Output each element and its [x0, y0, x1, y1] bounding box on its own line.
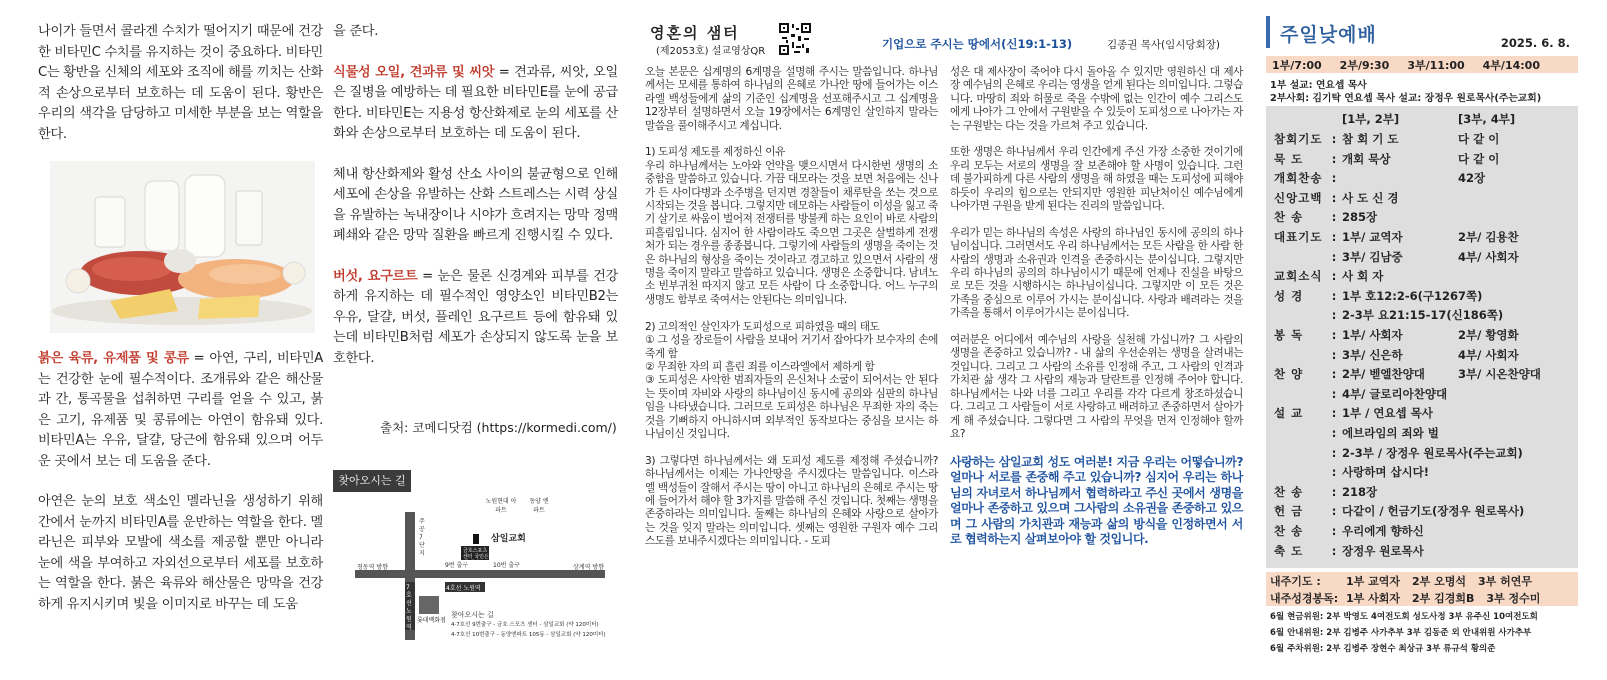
- order-label: 성 경: [1274, 288, 1304, 303]
- order-row: [1266, 189, 1578, 207]
- order-colon: :: [1331, 406, 1337, 421]
- paragraph-body: = 눈은 물론 신경계와 피부를 건강하게 유지하는 데 필수적인 영양소인 비타민B2는 우유, 달걀, 버섯, 플레인 요구르트 등에 함유돼 있는데 비타민B처럼 세포가 손상되지 않도록 눈을 보호한다.: [333, 268, 619, 366]
- service-time: 4부/14:00: [1482, 58, 1540, 72]
- map-church-label: 삼일교회: [491, 534, 526, 544]
- next-prayer-label: 내주기도 :: [1270, 574, 1321, 588]
- order-colon: :: [1331, 386, 1337, 401]
- order-row: [1266, 542, 1578, 560]
- order-value: 사랑하며 삽시다!: [1342, 465, 1430, 480]
- map-label: 금호스포츠센터 국민은행 빌딩: [463, 548, 489, 566]
- order-value: 다 같 이: [1458, 151, 1500, 166]
- order-label: 교회소식: [1274, 269, 1323, 284]
- map-label: 동양 엔파트: [529, 498, 549, 514]
- order-value: 참 회 기 도: [1342, 132, 1399, 146]
- map-label: 롯데백화점: [417, 617, 446, 624]
- order-value: 3부/ 시온찬양대: [1458, 367, 1541, 382]
- order-colon: :: [1331, 484, 1337, 499]
- order-value: 1부/ 사회자: [1342, 328, 1403, 342]
- order-colon: :: [1331, 151, 1337, 166]
- order-colon: :: [1331, 367, 1337, 382]
- order-row: [1266, 150, 1578, 168]
- order-colon: :: [1331, 230, 1337, 244]
- order-colon: :: [1331, 504, 1337, 519]
- next-reading-row: [1270, 589, 1552, 606]
- order-value: 장정우 원로목사: [1342, 543, 1424, 558]
- food-photo: [50, 161, 315, 333]
- order-value: 218장: [1342, 484, 1378, 499]
- order-value: 3부/ 신은하: [1342, 347, 1403, 362]
- highlight-heading: 버섯, 요구르트: [333, 268, 418, 284]
- order-value: 우리에게 향하신: [1342, 524, 1424, 538]
- order-colon: :: [1331, 347, 1337, 362]
- article-column-1: [38, 22, 323, 635]
- order-row: [1266, 326, 1578, 344]
- order-value: 1부 / 연요셉 목사: [1342, 406, 1433, 421]
- sermon-paragraph: 또한 생명은 하나님께서 우리 인간에게 주신 가장 소중한 것이기에 우리 모두는 서로의 생명을 잘 보존해야 할 사명이 있습니다. 그런데 불가피하게 다른 사람의 생명을 해 하였을 때는 도피성에 피해야 하듯이 우리의 힘으로는 안되지만 영원한 피난처이신 예수님에게 나아가면 구원을 받게 된다는 진리의 말씀입니다.: [950, 146, 1243, 213]
- sermon-paragraph: 3) 그렇다면 하나님께서는 왜 도피성 제도를 제정해 주셨습니까? 하나님께서는 이제는 가나안땅을 주시겠다는 말씀입니다. 이스라엘 백성들이 잘해서 주시는 땅이 아니고 하나님의 은혜로 주시는 땅에 들어가서 해야 할 3가지를 말씀해 주신 것입니다. 첫째는 생명을 존중하라는 의미입니다. 둘째는 하나님의 은혜와 사랑으로 살아가는 것을 잊지 말라는 의미입니다. 셋째는 영원한 구원자 예수 그리스도를 보내주시겠다는 의미입니다. - 도피: [645, 454, 938, 548]
- order-value: 개회 묵상: [1342, 151, 1391, 166]
- map-title: 찾아오시는 길: [333, 470, 411, 492]
- sermon-section-title: 영혼의 샘터: [650, 24, 740, 42]
- order-row: [1266, 444, 1578, 462]
- service-note: 2부사회: 김기탁 연요셉 목사 설교: 장정우 원로목사(주는교회): [1270, 93, 1542, 104]
- order-value: 다 같 이: [1458, 132, 1500, 146]
- order-value: 사 회 자: [1342, 269, 1384, 284]
- order-label: 찬 송: [1274, 210, 1304, 225]
- order-value: 2부/ 황영화: [1458, 328, 1519, 342]
- next-reading-item: 1부 사회자: [1346, 591, 1400, 605]
- order-row: [1266, 306, 1578, 324]
- order-label: 참회기도: [1274, 132, 1323, 146]
- order-row: [1266, 228, 1578, 246]
- order-colon: :: [1331, 445, 1337, 460]
- order-label: 설 교: [1274, 406, 1304, 421]
- order-value: 2부/ 김용찬: [1458, 230, 1519, 244]
- sermon-title: 기업으로 주시는 땅에서(신19:1-13): [882, 37, 1073, 51]
- order-value: 1부 호12:2-6(구1267쪽): [1342, 288, 1483, 303]
- worship-date: 2025. 6. 8.: [1500, 36, 1570, 50]
- article-paragraph: 아연은 눈의 보호 색소인 멜라닌을 생성하기 위해 간에서 눈까지 비타민A를 운반하는 역할을 한다. 멜라닌은 피부와 모발에 색소를 제공할 뿐만 아니라 눈에 색을 부여하고 자외선으로부터 세포를 보호하는 역할을 한다. 붉은 육류와 해산물은 망막을 건강하게 유지시키며 빛을 이미지로 바꾸는 데 도움: [38, 494, 323, 612]
- order-row: [1266, 424, 1578, 442]
- article-column-2: [333, 22, 618, 389]
- map-label: 상계역 방향: [573, 564, 604, 571]
- order-value: 다같이 / 헌금기도(장정우 원로목사): [1342, 504, 1525, 519]
- sermon-paragraph: 2) 고의적인 살인자가 도피성으로 피하였을 때의 태도 ① 그 성을 장로들이 사람을 보내어 거기서 잡아다가 보수자의 손에 죽게 함 ② 무죄한 자의 피 흘린 죄를 이스라엘에서 제하게 함 ③ 도피성은 사악한 범죄자들의 은신처나 소굴이 되어서는 안 된다는 뜻이며 자비와 사랑의 하나님이신 동시에 공의와 심판의 하나님임을 나타냈습니다. 그러므로 도피성은 하나님은 무죄한 자의 죽는 것을 기뻐하지 아니하시며 외부적인 동작보다는 중심을 보시는 하나님이신 것입니다.: [645, 320, 938, 440]
- order-value: 4부/ 글로리아찬양대: [1342, 386, 1448, 401]
- order-row: [1266, 404, 1578, 422]
- order-row: [1266, 346, 1578, 364]
- sermon-paragraph: 성은 대 제사장이 죽어야 다시 돌아올 수 있지만 영원하신 대 제사장 예수님의 은혜로 우리는 영생을 얻게 된다는 의미입니다. 그렇습니다. 마땅히 죄와 허물로 죽을 수밖에 없는 인간이 예수 그리스도에게 나아가 그 안에서 구원받을 수 있듯이 도피성으로 나아가는 자는 구원받는 다는 것을 가르쳐 주고 있습니다.: [950, 66, 1243, 132]
- order-label: 축 도: [1274, 543, 1304, 558]
- order-row: [1266, 463, 1578, 481]
- sermon-paragraph: 우리가 믿는 하나님의 속성은 사랑의 하나님인 동시에 공의의 하나님이십니다. 그러면서도 우리 하나님께서는 모든 사람을 한 사람 한 사람의 생명과 소유권과 인격을 존중하시는 분이십니다. 그렇지만 우리 하나님의 공의의 하나님이시기 때문에 언제나 진실을 바탕으로 모든 것을 시행하시는 하나님이십니다. 그렇지만 이 모든 것은 가족을 중심으로 이루어 가시는 분이십니다. 사랑과 배려라는 것을 가족을 통해서 이루어가시는 분이십니다.: [950, 226, 1243, 320]
- order-row: [1266, 502, 1578, 520]
- paragraph-body: = 아연, 구리, 비타민A는 건강한 눈에 필수적이다. 조개류와 같은 해산물과 간, 통곡물을 섭취하면 구리를 얻을 수 있고, 붉은 고기, 유제품 및 콩류에는 아연이 함유돼 있다. 비타민A는 우유, 달걀, 당근에 함유돼 있으며 어두운 곳에서 보는 데 도움을 준다.: [38, 351, 323, 469]
- order-value: 4부/ 사회자: [1458, 249, 1519, 264]
- order-value: 3부/ 김남중: [1342, 249, 1403, 264]
- order-label: 찬 송: [1274, 484, 1304, 499]
- article-paragraph: [333, 267, 618, 370]
- order-value: 1부/ 교역자: [1342, 230, 1403, 244]
- worship-order-panel: [1266, 12, 1578, 672]
- sermon-paragraph: 1) 도피성 제도를 제정하신 이유 우리 하나님께서는 노아와 언약을 맺으시면서 다시한번 생명의 소중함을 말씀하고 있습니다. 가끔 대모라는 것을 보면 처음에는 신나가 든 사이다병과 소주병을 던지면 경찰들이 채루탄을 쏘는 것으로 시작되는 것을 봅니다. 그렇지만 데모하는 사람들이 이성을 잃고 죽기 살기로 싸움이 벌어져 전쟁터를 방불케 하는 요인이 바로 사람의 피흘림입니다. 심지어 한 사람이라도 죽으면 그곳은 살벌하게 전쟁처가 되는 경우를 종종봅니다. 그렇기에 사람들의 생명을 죽이는 것은 하나님의 형상을 죽이는 것이라고 경고하고 있으면서 사람의 생명을 죽이지 말라고 말씀하고 있습니다. 생명은 소중합니다. 남녀노소 빈부귀천 따지지 않고 모든 사람이 다 소중합니다. 어느 누구의 생명도 함부로 죽여서는 안된다는 의미입니다.: [645, 146, 938, 306]
- order-value: 42장: [1458, 171, 1486, 186]
- service-times: [1266, 56, 1578, 73]
- order-value: 285장: [1342, 210, 1378, 225]
- order-value: 사 도 신 경: [1342, 190, 1399, 205]
- sermon-paragraph: 여러분은 어디에서 예수님의 사랑을 실천해 가십니까? 그 사람의 생명을 존중하고 있습니까? - 내 삶의 우선순위는 생명을 살려내는 것입니다. 그리고 그 사람의 소유를 인정해 주고, 그 사람의 인격과 가치관 삶 생각 그 사람의 재능과 달란트를 인정해 주어야 합니다. 하나님께서는 나와 너를 그리고 우리를 각각 다르게 창조하셨습니다. 그리고 그 사람들이 서로 사랑하고 배려하고 존중하면서 살아가게 해 주셨습니다. 그렇다면 그 사람의 무엇을 먼저 인정해야 할까요?: [950, 334, 1243, 440]
- paragraph-body: = 견과류, 씨앗, 오일은 질병을 예방하는 데 필요한 비타민E를 눈에 공급한다. 비타민E는 지용성 항산화제로 눈의 세포를 산화와 손상으로부터 보호하는 데 도움이 된다.: [333, 64, 618, 141]
- map-label: 노원현대 아파트: [485, 498, 517, 514]
- sermon-paragraph: 오늘 본문은 십계명의 6계명을 설명해 주시는 말씀입니다. 하나님께서는 모세를 통하여 하나님의 은혜로 가나안 땅에 들어가는 이스라엘 백성들에게 삶의 기준인 십계명을 선포해주시고 그 십계명을 12장부터 설명하면서 오늘 19장에서는 6계명인 살인하지 말라는 말씀을 풀이해주시고 계십니다.: [645, 66, 938, 132]
- sermon-closing: 사랑하는 삼일교회 성도 여러분! 지금 우리는 어떻습니까? 얼마나 서로를 존중해 주고 있습니까? 심지어 우리는 하나님의 자녀로서 하나님께서 협력하라고 주신 곳에서 생명을 얼마나 존중하고 있으며 그사람의 소유권을 존중하고 있으며 그 사람의 가치관과 재능과 삶의 방식을 인정하면서 서로 협력하는지 살펴보아야 할 것입니다.: [950, 454, 1243, 547]
- map-label: 4호선 노원역: [446, 585, 481, 592]
- order-label: 헌 금: [1274, 504, 1304, 519]
- next-reading-item: 2부 김경희B: [1412, 591, 1475, 605]
- order-row: [1266, 267, 1578, 285]
- route-line: 4·7호선 9번출구 - 금호 스포츠 센터 - 삼일교회 (약 120미터): [451, 622, 599, 628]
- order-label: 신앙고백: [1274, 190, 1323, 205]
- order-colon: :: [1331, 190, 1337, 205]
- order-value: 2-3부 요21:15-17(신186쪽): [1342, 308, 1504, 323]
- order-colon: :: [1331, 249, 1337, 264]
- order-colon: :: [1331, 328, 1337, 342]
- route-line: 4·7호선 10번출구 - 동양엔파트 105동 - 삼일교회 (약 120미터): [451, 632, 606, 638]
- title-accent-bar: [1266, 16, 1270, 48]
- service-time: 1부/7:00: [1272, 58, 1322, 72]
- next-week-box: [1266, 572, 1578, 606]
- order-header-row: [1266, 110, 1578, 128]
- article-paragraph: 나이가 들면서 콜라겐 수치가 떨어지기 때문에 건강한 비타민C 수치를 유지하는 것이 중요하다. 비타민C는 황반을 신체의 세포와 조직에 해를 끼치는 산화 적 손상으로부터 보호하는 데 도움이 된다. 황반은 우리의 색각을 담당하고 미세한 부분을 보는 역할을 한다.: [38, 24, 323, 142]
- location-map: [333, 470, 618, 640]
- order-row: [1266, 385, 1578, 403]
- order-value: 4부/ 사회자: [1458, 347, 1519, 362]
- sermon-header: [650, 22, 1240, 62]
- next-prayer-row: [1270, 572, 1544, 589]
- service-note: 1부 설교: 연요셉 목사: [1270, 80, 1367, 91]
- article-source: 출처: 코메디닷컴 (https://kormedi.com/): [380, 420, 617, 435]
- food-illustration: [50, 161, 315, 333]
- order-header: [3부, 4부]: [1458, 112, 1516, 126]
- route-title: 찾아오시는 길: [451, 611, 494, 619]
- order-colon: :: [1331, 465, 1337, 480]
- order-label: 찬 송: [1274, 524, 1304, 538]
- order-label: 묵 도: [1274, 151, 1304, 166]
- article-paragraph: 체내 항산화제와 활성 산소 사이의 불균형으로 인해 세포에 손상을 유발하는 산화 스트레스는 시력 상실을 유발하는 녹내장이나 시야가 흐려지는 망막 정맥 폐쇄와 같은 망막 질환을 빠르게 진행시킬 수 있다.: [333, 166, 618, 243]
- order-label: 개회찬송: [1274, 171, 1323, 186]
- duty-line: 6월 현금위원: 2부 박영도 4여전도회 성도사정 3부 유주신 10여전도회: [1270, 612, 1538, 622]
- worship-title: 주일낮예배: [1280, 24, 1377, 46]
- order-colon: :: [1331, 132, 1337, 146]
- next-reading-item: 3부 정수미: [1486, 591, 1541, 605]
- map-label: 9번 출구: [445, 562, 469, 569]
- order-row: [1266, 365, 1578, 383]
- sermon-issue: (제2053호) 설교영상QR: [656, 46, 766, 57]
- order-header: [1부, 2부]: [1342, 112, 1400, 126]
- map-label: 청동역 방향: [357, 564, 388, 571]
- order-value: 에브라임의 죄와 벌: [1342, 426, 1439, 440]
- article-paragraph: [38, 349, 323, 472]
- order-colon: :: [1331, 524, 1337, 538]
- map-label: 10번 출구: [493, 562, 520, 569]
- order-row: [1266, 208, 1578, 226]
- highlight-heading: 식물성 오일, 견과류 및 씨앗: [333, 64, 495, 80]
- next-prayer-item: 3부 허연무: [1478, 574, 1532, 588]
- order-row: [1266, 287, 1578, 305]
- duty-line: 6월 주차위원: 2부 김병주 장현수 최상규 3부 류규석 황의준: [1270, 644, 1496, 654]
- order-colon: :: [1331, 269, 1337, 284]
- qr-code-icon[interactable]: [778, 22, 812, 56]
- sermon-column-2: [950, 66, 1243, 561]
- order-colon: :: [1331, 288, 1337, 303]
- preacher: 김종권 목사(임시당회장): [1107, 39, 1220, 51]
- order-row: [1266, 483, 1578, 501]
- order-label: 찬 양: [1274, 367, 1304, 382]
- sermon-column-1: [645, 66, 938, 562]
- map-label: 7호선 노원역: [406, 584, 412, 631]
- next-prayer-item: 1부 교역자: [1346, 574, 1400, 588]
- order-colon: :: [1331, 308, 1337, 323]
- order-of-service: [1266, 106, 1578, 568]
- order-row: [1266, 130, 1578, 148]
- order-label: 대표기도: [1274, 230, 1323, 244]
- order-colon: :: [1331, 426, 1337, 440]
- order-row: [1266, 169, 1578, 187]
- map-label: 주공7단지: [419, 518, 425, 557]
- highlight-heading: 붉은 육류, 유제품 및 콩류: [38, 351, 189, 366]
- order-colon: :: [1331, 210, 1337, 225]
- order-value: 2-3부 / 장정우 원로목사(주는교회): [1342, 445, 1523, 460]
- order-value: 2부/ 벧엘찬양대: [1342, 367, 1425, 382]
- article-paragraph: 을 준다.: [333, 24, 379, 39]
- order-colon: :: [1331, 543, 1337, 558]
- service-time: 2부/9:30: [1339, 58, 1390, 72]
- article-paragraph: [333, 63, 618, 145]
- duty-line: 6월 안내위원: 2부 김병주 사가추부 3부 김동준 외 안내위원 사가추부: [1270, 628, 1532, 638]
- order-label: 봉 독: [1274, 328, 1304, 342]
- order-row: [1266, 522, 1578, 540]
- order-row: [1266, 248, 1578, 266]
- service-time: 3부/11:00: [1407, 58, 1465, 72]
- next-prayer-item: 2부 오명석: [1412, 574, 1466, 588]
- order-colon: :: [1331, 171, 1337, 186]
- next-reading-label: 내주성경봉독:: [1270, 591, 1339, 605]
